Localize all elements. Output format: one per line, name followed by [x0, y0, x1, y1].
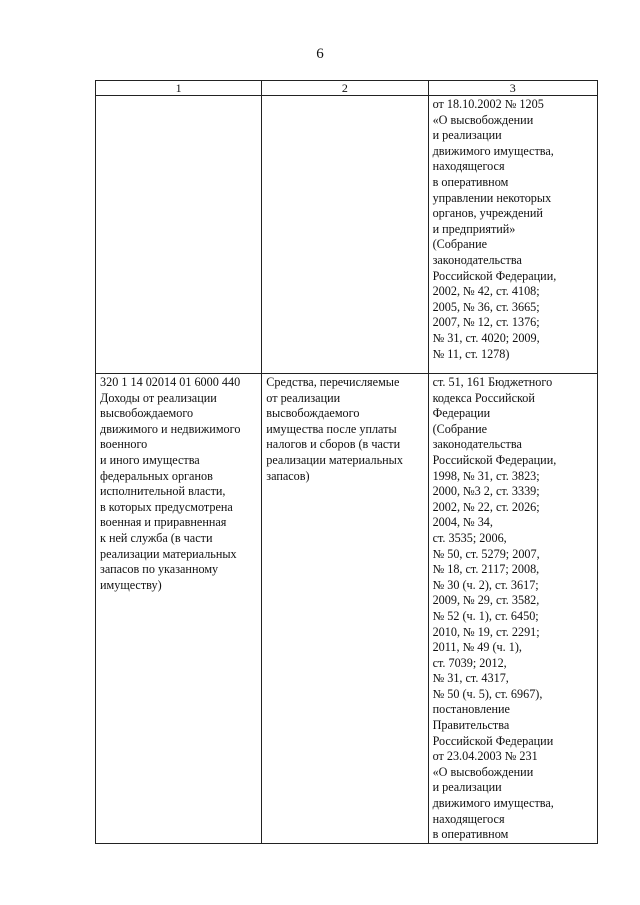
- cell-text-line: 2009, № 29, ст. 3582,: [432, 593, 540, 608]
- cell-text-line: высвобождаемого: [100, 406, 194, 421]
- cell-text-line: движимого имущества,: [432, 796, 554, 811]
- cell-text-line: военного: [100, 437, 148, 452]
- cell-text-line: Российской Федерации: [432, 733, 554, 748]
- cell-text-line: 2010, № 19, ст. 2291;: [432, 624, 540, 639]
- cell-text-line: и иного имущества: [100, 452, 200, 467]
- cell-text-line: ст. 7039; 2012,: [432, 655, 507, 670]
- table-header-row: [96, 81, 598, 96]
- table-row: [96, 374, 598, 844]
- cell-text-line: управлении некоторых: [432, 190, 552, 205]
- cell-text-line: и реализации: [432, 780, 502, 795]
- cell-text-line: 1998, № 31, ст. 3823;: [432, 468, 540, 483]
- row1-col3-cell: [428, 96, 597, 374]
- cell-text-line: к ней служба (в части: [100, 530, 213, 545]
- row2-col2-cell: [262, 374, 428, 844]
- cell-text-line: Российской Федерации,: [432, 268, 557, 283]
- cell-text-line: (Собрание: [432, 237, 488, 252]
- cell-text-line: «О высвобождении: [432, 764, 534, 779]
- cell-text-line: кодекса Российской: [432, 390, 535, 405]
- cell-text-line: 320 1 14 02014 01 6000 440: [100, 375, 241, 389]
- cell-text-line: 2000, №3 2, ст. 3339;: [432, 484, 540, 499]
- cell-text-line: военная и приравненная: [100, 515, 227, 530]
- cell-text-line: федеральных органов: [100, 468, 213, 483]
- table-row: [96, 96, 598, 374]
- document-table: [95, 80, 598, 844]
- column-header-1: 1: [96, 81, 262, 96]
- cell-text-line: законодательства: [432, 437, 522, 452]
- cell-text-line: налогов и сборов (в части: [266, 437, 401, 452]
- cell-text-line: запасов): [266, 468, 310, 483]
- cell-text-line: движимого и недвижимого: [100, 421, 241, 436]
- cell-text-line: 2002, № 22, ст. 2026;: [432, 499, 540, 514]
- cell-text-line: № 30 (ч. 2), ст. 3617;: [432, 577, 539, 592]
- cell-text-line: и предприятий»: [432, 221, 516, 236]
- cell-text-line: № 31, ст. 4317,: [432, 671, 509, 686]
- cell-text-line: 2002, № 42, ст. 4108;: [432, 284, 540, 299]
- cell-text-line: высвобождаемого: [266, 406, 360, 421]
- cell-text-line: Российской Федерации,: [432, 452, 557, 467]
- cell-text-line: находящегося: [432, 159, 505, 174]
- cell-text-line: реализации материальных: [266, 452, 403, 467]
- cell-text-line: постановление: [432, 702, 510, 717]
- cell-text-line: 2011, № 49 (ч. 1),: [432, 640, 522, 655]
- row2-col1-cell: [96, 374, 262, 844]
- cell-text-line: в оперативном: [432, 174, 509, 189]
- cell-text-line: 2007, № 12, ст. 1376;: [432, 315, 540, 330]
- cell-text-line: № 50 (ч. 5), ст. 6967),: [432, 686, 543, 701]
- cell-text-line: от реализации: [266, 390, 341, 405]
- cell-text-line: 2004, № 34,: [432, 515, 493, 530]
- column-header-3: 3: [428, 81, 597, 96]
- cell-text-line: Федерации: [432, 406, 491, 421]
- row1-col1-cell: [96, 96, 262, 374]
- cell-text-line: Средства, перечисляемые: [266, 375, 400, 389]
- cell-text-line: и реализации: [432, 128, 502, 143]
- column-header-2: 2: [262, 81, 428, 96]
- cell-text-line: № 18, ст. 2117; 2008,: [432, 562, 540, 577]
- cell-text-line: исполнительной власти,: [100, 484, 226, 499]
- cell-text-line: имущества после уплаты: [266, 421, 397, 436]
- cell-text-line: от 18.10.2002 № 1205: [432, 97, 544, 111]
- cell-text-line: ст. 51, 161 Бюджетного: [432, 375, 553, 389]
- cell-text-line: имуществу): [100, 577, 162, 592]
- cell-text-line: в которых предусмотрена: [100, 499, 233, 514]
- cell-text-line: Доходы от реализации: [100, 390, 217, 405]
- cell-text-line: реализации материальных: [100, 546, 237, 561]
- cell-text-line: № 52 (ч. 1), ст. 6450;: [432, 608, 539, 623]
- cell-text-line: «О высвобождении: [432, 112, 534, 127]
- cell-text-line: № 11, ст. 1278): [432, 346, 510, 361]
- cell-text-line: находящегося: [432, 811, 505, 826]
- cell-text-line: от 23.04.2003 № 231: [432, 749, 538, 764]
- cell-text-line: 2005, № 36, ст. 3665;: [432, 299, 540, 314]
- page-number: 6: [316, 46, 324, 62]
- row2-col3-cell: [428, 374, 597, 844]
- cell-text-line: органов, учреждений: [432, 206, 543, 221]
- row1-col2-cell: [262, 96, 428, 374]
- cell-text-line: законодательства: [432, 252, 522, 267]
- cell-text-line: (Собрание: [432, 421, 488, 436]
- cell-text-line: запасов по указанному: [100, 562, 219, 577]
- cell-text-line: в оперативном: [432, 827, 509, 842]
- cell-text-line: ст. 3535; 2006,: [432, 530, 507, 545]
- cell-text-line: движимого имущества,: [432, 143, 554, 158]
- cell-text-line: № 50, ст. 5279; 2007,: [432, 546, 540, 561]
- cell-text-line: № 31, ст. 4020; 2009,: [432, 330, 540, 345]
- cell-text-line: Правительства: [432, 718, 510, 733]
